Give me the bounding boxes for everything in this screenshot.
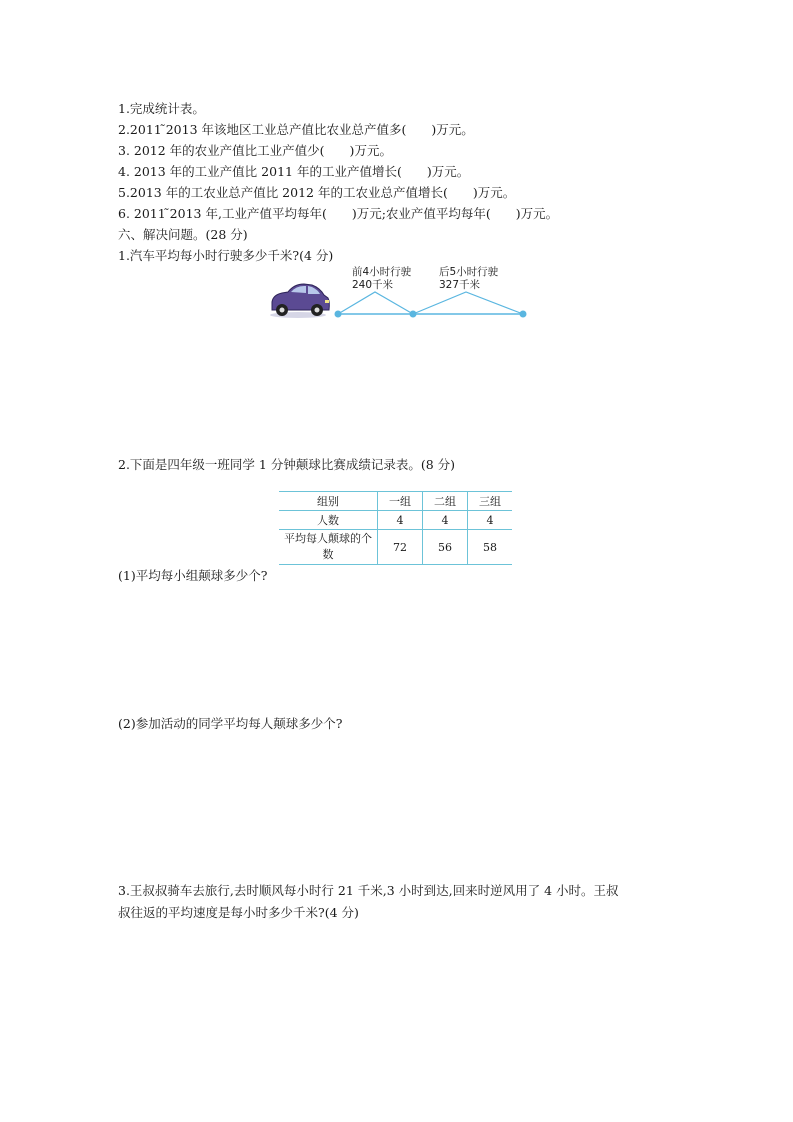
table-cell: 4	[378, 511, 423, 530]
table-cell: 平均每人颠球的个数	[279, 530, 378, 565]
table-cell: 56	[423, 530, 468, 565]
segment-1-distance-label: 240千米	[352, 279, 394, 291]
question-6-text: 6. 2011 ̃2013 年,工业产值平均每年( )万元;农业产值平均每年( )万元。	[118, 206, 559, 221]
segment-2-time-label: 后5小时行驶	[439, 266, 499, 278]
problem-3-line-2: 叔往返的平均速度是每小时多少千米?(4 分)	[118, 905, 359, 920]
table-header-row	[279, 492, 512, 511]
table-cell: 二组	[423, 492, 468, 511]
question-2-text: 2.2011 ̃2013 年该地区工业总产值比农业总产值多( )万元。	[118, 122, 474, 137]
question-5-text: 5.2013 年的工农业总产值比 2012 年的工农业总产值增长( )万元。	[118, 185, 516, 200]
problem-2-text: 2.下面是四年级一班同学 1 分钟颠球比赛成绩记录表。(8 分)	[118, 457, 456, 472]
problem-1-text: 1.汽车平均每小时行驶多少千米?(4 分)	[118, 248, 334, 263]
table-row	[279, 511, 512, 530]
segment-1-time-label: 前4小时行驶	[352, 266, 412, 278]
segment-2-distance-label: 327千米	[439, 279, 481, 291]
table-cell: 组别	[279, 492, 378, 511]
question-1-text: 1.完成统计表。	[118, 101, 205, 116]
score-table	[279, 491, 512, 565]
table-row	[279, 530, 512, 565]
sub-question-2: (2)参加活动的同学平均每人颠球多少个?	[118, 716, 343, 731]
table-cell: 72	[378, 530, 423, 565]
question-3-text: 3. 2012 年的农业产值比工业产值少( )万元。	[118, 143, 392, 158]
sub-question-1: (1)平均每小组颠球多少个?	[118, 568, 268, 583]
table-cell: 三组	[468, 492, 513, 511]
journey-diagram	[268, 262, 538, 324]
table-cell: 58	[468, 530, 513, 565]
table-cell: 一组	[378, 492, 423, 511]
problem-3-line-1: 3.王叔叔骑车去旅行,去时顺风每小时行 21 千米,3 小时到达,回来时逆风用了 4 小时。王叔	[118, 883, 619, 898]
section-heading: 六、解决问题。(28 分)	[118, 227, 248, 242]
question-4-text: 4. 2013 年的工业产值比 2011 年的工业产值增长( )万元。	[118, 164, 470, 179]
table-cell: 4	[423, 511, 468, 530]
car-icon	[270, 284, 329, 318]
table-cell: 4	[468, 511, 513, 530]
table-cell: 人数	[279, 511, 378, 530]
route-line	[335, 292, 527, 318]
